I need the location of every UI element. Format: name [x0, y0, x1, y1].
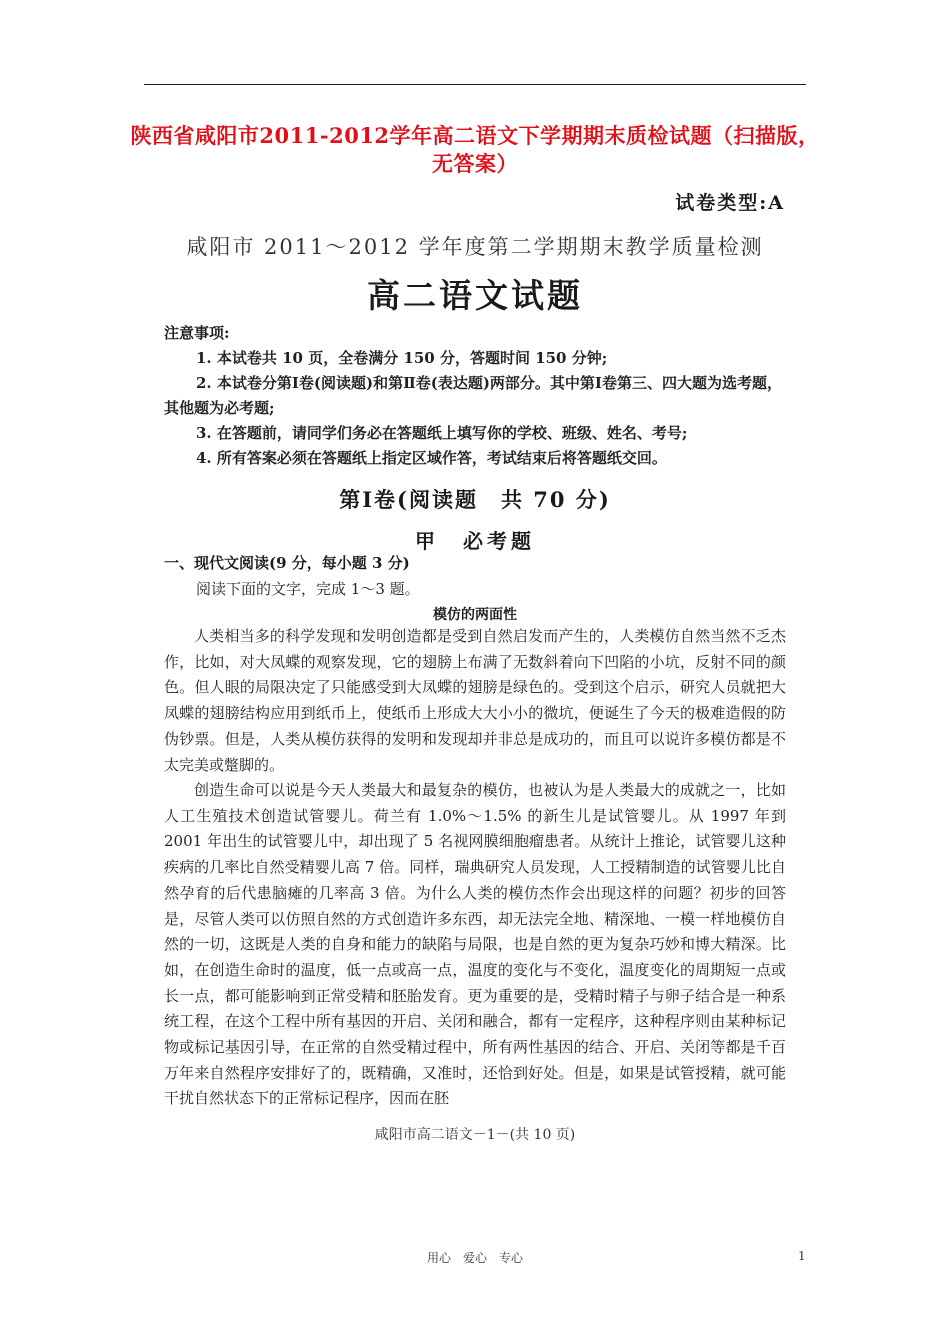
exam-heading: 咸阳市 2011～2012 学年度第二学期期末教学质量检测: [186, 235, 764, 259]
article-paragraph: 创造生命可以说是今天人类最大和最复杂的模仿，也被认为是人类最大的成就之一，比如人工生殖技术创造试管婴儿。荷兰有 1.0%～1.5% 的新生儿是试管婴儿。从 1997 年到 2001 年出生的试管婴儿中，却出现了 5 名视网膜细胞瘤患者。从统计上推论，试管婴儿这种疾病的几率比自然受精婴儿高 7 倍。同样，瑞典研究人员发现，人工授精制造的试管婴儿比自然孕育的后代患脑瘫的几率高 3 倍。为什么人类的模仿杰作会出现这样的问题？初步的回答是，尽管人类可以仿照自然的方式创造许多东西，却无法完全地、精深地、一模一样地模仿自然的一切，这既是人类的自身和能力的缺陷与局限，也是自然的更为复杂巧妙和博大精深。比如，在创造生命时的温度，低一点或高一点，温度的变化与不变化，温度变化的周期短一点或长一点，都可能影响到正常受精和胚胎发育。更为重要的是，受精时精子与卵子结合是一种系统工程，在这个工程中所有基因的开启、关闭和融合，都有一定程序，这种程序则由某种标记物或标记基因引导，在正常的自然受精过程中，所有两性基因的结合、开启、关闭等都是千百万年来自然程序安排好了的，既精确，又准时，还恰到好处。但是，如果是试管授精，就可能干扰自然状态下的正常标记程序，因而在胚: [164, 781, 786, 1108]
article-title: 模仿的两面性: [433, 607, 517, 623]
volume-title: 第Ⅰ卷(阅读题 共 70 分): [339, 487, 611, 512]
article-paragraph: 人类相当多的科学发现和发明创造都是受到自然启发而产生的，人类模仿自然当然不乏杰作，比如，对大凤蝶的观察发现，它的翅膀上布满了无数斜着向下凹陷的小坑，反射不同的颜色。但人眼的局限决定了只能感受到大凤蝶的翅膀是绿色的。受到这个启示，研究人员就把大凤蝶的翅膀结构应用到纸币上，使纸币上形成大大小小的微坑，便诞生了今天的极难造假的防伪钞票。但是，人类从模仿获得的发明和发现却并非总是成功的，而且可以说许多模仿都是不太完美或蹩脚的。: [164, 627, 786, 774]
note-item: 3. 在答题前，请同学们务必在答题纸上填写你的学校、班级、姓名、考号;: [196, 424, 688, 442]
section-heading: 一、现代文阅读(9 分，每小题 3 分): [164, 554, 410, 572]
page-number: 1: [798, 1249, 806, 1263]
top-divider: [144, 84, 806, 85]
page-footer: 咸阳市高二语文－1－(共 10 页): [374, 1127, 576, 1143]
bottom-slogan: 用心 爱心 专心: [426, 1251, 523, 1265]
document-title: 陕西省咸阳市2011-2012学年高二语文下学期期末质检试题（扫描版，无答案）: [130, 123, 820, 176]
note-item: 2. 本试卷分第Ⅰ卷(阅读题)和第Ⅱ卷(表达题)两部分。其中第Ⅰ卷第三、四大题为选考题，其他题为必考题;: [164, 374, 782, 417]
note-item: 4. 所有答案必须在答题纸上指定区域作答，考试结束后将答题纸交回。: [196, 449, 667, 467]
part-title: 甲 必考题: [415, 529, 535, 553]
reading-instruction: 阅读下面的文字，完成 1～3 题。: [196, 580, 420, 598]
notes-heading: 注意事项:: [164, 324, 230, 342]
exam-title: 高二语文试题: [367, 276, 583, 315]
paper-type-label: 试卷类型:A: [675, 192, 785, 214]
note-item: 1. 本试卷共 10 页，全卷满分 150 分，答题时间 150 分钟;: [196, 349, 608, 367]
